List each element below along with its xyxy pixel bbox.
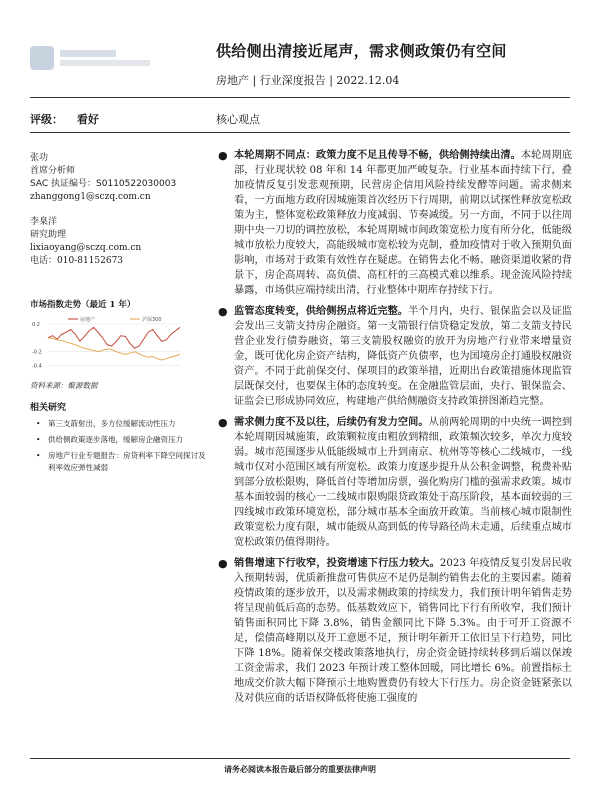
bullet-icon: ● (218, 416, 228, 429)
rating-value: 看好 (76, 113, 99, 126)
header-rule (30, 97, 570, 98)
paragraph (216, 556, 572, 706)
chart-source: 资料来源：聚源数据 (30, 381, 98, 390)
analyst-block (30, 152, 200, 268)
report-subtitle: 房地产 | 行业深度报告 | 2022.12.04 (216, 74, 400, 87)
paragraph-text: 半个月内，央行、银保监会以及证监会发出三支箭支持房企融资。第一支箭银行信贷稳定发放，第二支箭支持民营企业发行债券融资，第三支箭股权融资的放开为房地产行业带来增量资金，既可优化房企资产结构，降低资产负债率，也为国境房企打通股权融资资产。不同于此前保交付、保项目的政策举措，近期出台政策措施体现监管层既保交付，也要保主体的态度转变。在金融监管层面，央行、银保监会、证监会已形成协同效应，构建地产供给侧融资支持政策拼图渐趋完整。 (234, 306, 573, 407)
analyst-email[interactable]: zhanggong1@sczq.com.cn (30, 192, 151, 202)
rating (30, 111, 99, 127)
section-rule (30, 132, 570, 133)
bullet-icon: ● (218, 557, 228, 570)
analyst-name: 张功 (30, 153, 49, 163)
paragraph (216, 415, 572, 550)
related-item[interactable]: • 第三支箭射出，多方位缓解流动性压力 (36, 418, 206, 430)
series-line (48, 327, 180, 348)
footer-rule (30, 758, 570, 759)
analyst-email[interactable]: lixiaoyang@sczq.com.cn (30, 243, 142, 253)
core-views-title: 核心观点 (216, 113, 260, 126)
analyst-cert: SAC 执证编号：S0110522030003 (30, 179, 177, 189)
bullet-icon: ● (218, 149, 228, 162)
related-item[interactable]: • 房地产行业专题报告：房贷利率下降空间探讨及利率效应弹性减弱 (36, 450, 206, 474)
bullet-icon: ● (218, 305, 228, 318)
chart-title: 市场指数走势（最近 1 年） (30, 300, 136, 310)
legend-label: 沪深300 (142, 317, 162, 323)
analyst-name: 李臬洋 (30, 217, 58, 227)
paragraph-lead: 销售增速下行收窄，投资增速下行压力较大。 (234, 557, 440, 569)
report-title: 供给侧出清接近尾声，需求侧政策仍有空间 (216, 42, 507, 60)
analyst-role: 研究助理 (30, 230, 67, 240)
analyst-phone: 电话：010-81152673 (30, 256, 124, 266)
y-tick-label: 0.2 (32, 321, 40, 328)
y-tick-label: -0.4 (32, 363, 42, 370)
paragraph-text: 本轮周期底部，行业现状较 08 年和 14 年都更加严峻复杂。行业基本面持续下行，叠加疫情反复引发悲观预期，民营房企信用风险持续发酵等问题。需求侧来看，一方面地方政府因城施策首次经历下行周期，前期以试探性释放宽松政策为主，整体宽松政策释放力度减弱、节奏减缓。另一方面，不同于以往周期中央一刀切的调控放松，本轮周期城市间政策宽松力度有所分化，低能级城市放松力度较大，高能级城市宽松较为克制，叠加疫情对于收入预期负面影响，市场对于政策有效性存在疑虑。在销售去化不畅、融资渠道收紧的背景下，房企高周转、高负债、高杠杆的三高模式难以维系。现金流风险持续暴露，市场供应端持续出清，行业整体中期库存持续下行。 (234, 150, 573, 296)
logo (30, 44, 180, 72)
related-title: 相关研究 (30, 403, 67, 413)
paragraph-text: 2023 年疫情反复引发居民收入预期转弱，优质新推盘可售供应不足仍是制约销售去化的主要因素。随着疫情政策的逐步放开，以及需求侧政策的持续发力，我们预计明年销售走势将呈现前低后高的态势。低基数效应下，销售同比下行有所收窄，我们预计销售面积同比下降 3.8%，销售金额同比下降 5.3%。由于可开工资源不足，偿债高峰期以及开工意愿不足，预计明年新开工依旧呈下行趋势，同比下降 18%。随着保交楼政策落地执行，房企资金链持续转移到后端以保竣工资金需求，我们 2023 年预计竣工整体回暖，同比增长 6%。前置指标土地成交价款大幅下降预示土地购置费仍有较大下行压力。房企资金链紧张以及对供应商的话语权降低将使施工强度的 (234, 558, 572, 704)
paragraph-lead: 监管态度转变，供给侧拐点将近完整。 (234, 305, 409, 317)
paragraph (216, 304, 572, 409)
series-line (48, 338, 180, 360)
related-item[interactable]: • 供给侧政策逐步落地，缓解房企融资压力 (36, 434, 206, 446)
analyst-role: 首席分析师 (30, 166, 76, 176)
related-list (36, 418, 206, 478)
paragraph-text: 从前两轮周期的中央统一调控到本轮周期因城施策，政策颗粒度由粗放到精细，政策频次较多，单次力度较弱。城市范围逐步从低能级城市上升到南京、杭州等等核心二线城市，一线城市仅对小范围区域有所宽松。政策力度逐步提升从公积金调整，税费补贴到部分放松限购，降低首付等增加房票，强化购房门槛的强需求政策。城市基本面较弱的核心一二线城市限购限贷政策处于高压阶段，基本面较弱的三四线城市政策环境宽松，部分城市基本全面放开政策。当前核心城市限制性政策宽松力度有限，城市能级从高到低的传导路径尚未走通，后续重点城市宽松政策仍值得期待。 (234, 417, 573, 548)
core-views-body (216, 148, 572, 712)
footer-disclaimer: 请务必阅读本报告最后部分的重要法律声明 (224, 764, 376, 774)
y-tick-label: -0.2 (32, 349, 42, 356)
paragraph-lead: 需求侧力度不及以往，后续仍有发力空间。 (234, 416, 429, 428)
index-chart (30, 313, 200, 373)
paragraph (216, 148, 572, 298)
paragraph-lead: 本轮周期不同点：政策力度不足且传导不畅，供给侧持续出清。 (234, 149, 521, 161)
rating-label: 评级： (30, 113, 63, 126)
legend-label: 房地产 (80, 317, 96, 323)
